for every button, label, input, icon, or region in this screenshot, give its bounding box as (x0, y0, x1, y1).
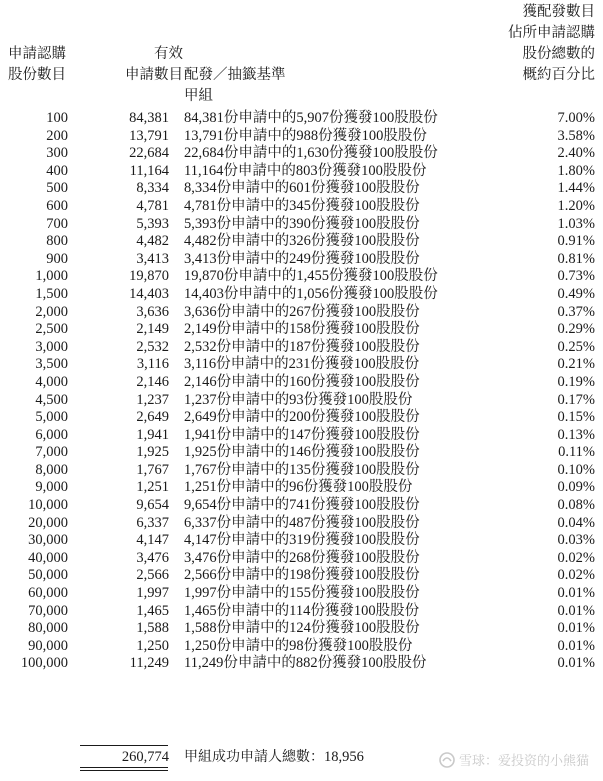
cell-shares-applied: 20,000 (28, 514, 68, 531)
cell-valid-applications: 1,251 (136, 479, 169, 496)
cell-allocation-basis: 19,870份申請中的1,455份獲發100股股份 (184, 268, 438, 285)
cell-approx-percentage: 0.91% (557, 233, 595, 250)
cell-valid-applications: 2,149 (136, 321, 169, 338)
cell-approx-percentage: 0.37% (557, 303, 595, 320)
table-row (0, 392, 603, 410)
table-row (0, 216, 603, 234)
table-row (0, 128, 603, 146)
total-rule-top (80, 745, 168, 746)
cell-shares-applied: 9,000 (35, 479, 68, 496)
cell-shares-applied: 90,000 (28, 637, 68, 654)
cell-approx-percentage: 0.04% (557, 514, 595, 531)
cell-approx-percentage: 0.19% (557, 373, 595, 390)
cell-allocation-basis: 13,791份申請中的988份獲發100股股份 (184, 127, 427, 144)
table-row (0, 356, 603, 374)
cell-shares-applied: 2,500 (35, 321, 68, 338)
watermark (439, 750, 589, 769)
cell-valid-applications: 2,649 (136, 409, 169, 426)
cell-valid-applications: 5,393 (136, 215, 169, 232)
cell-valid-applications: 11,164 (129, 162, 169, 179)
header-shares-applied (8, 44, 66, 86)
header-line: 股份數目 (8, 67, 66, 83)
table-row (0, 198, 603, 216)
cell-allocation-basis: 1,588份申請中的124份獲發100股股份 (184, 620, 420, 637)
cell-allocation-basis: 11,249份申請中的882份獲發100股股份 (184, 655, 427, 672)
cell-allocation-basis: 2,146份申請中的160份獲發100股股份 (184, 373, 420, 390)
cell-allocation-basis: 6,337份申請中的487份獲發100股股份 (184, 514, 420, 531)
cell-approx-percentage: 0.01% (557, 620, 595, 637)
cell-valid-applications: 1,767 (136, 461, 169, 478)
header-line: 獲配發數目 (522, 4, 595, 20)
cell-shares-applied: 40,000 (28, 549, 68, 566)
cell-shares-applied: 3,000 (35, 338, 68, 355)
cell-approx-percentage: 0.09% (557, 479, 595, 496)
cell-approx-percentage: 1.44% (557, 180, 595, 197)
total-applications: 260,774 (121, 749, 169, 765)
cell-allocation-basis: 4,147份申請中的319份獲發100股股份 (184, 532, 420, 549)
allocation-table (0, 110, 603, 673)
cell-shares-applied: 100 (46, 110, 68, 126)
header-valid-applications (125, 44, 183, 86)
cell-valid-applications: 4,147 (136, 532, 169, 549)
cell-allocation-basis: 1,237份申請中的93份獲發100股股份 (184, 391, 413, 408)
cell-approx-percentage: 1.80% (557, 162, 595, 179)
cell-valid-applications: 3,116 (136, 356, 169, 373)
table-row (0, 180, 603, 198)
cell-shares-applied: 50,000 (28, 567, 68, 584)
cell-shares-applied: 6,000 (35, 426, 68, 443)
cell-allocation-basis: 11,164份申請中的803份獲發100股股份 (184, 162, 427, 179)
cell-allocation-basis: 22,684份申請中的1,630份獲發100股股份 (184, 145, 438, 162)
table-row (0, 462, 603, 480)
cell-valid-applications: 1,588 (136, 620, 169, 637)
header-allocation-basis (184, 65, 286, 86)
table-row (0, 532, 603, 550)
cell-valid-applications: 2,532 (136, 338, 169, 355)
table-row (0, 585, 603, 603)
table-row (0, 409, 603, 427)
table-row (0, 321, 603, 339)
cell-shares-applied: 600 (46, 197, 68, 214)
cell-approx-percentage: 1.03% (557, 215, 595, 232)
successful-applicants-summary (184, 749, 364, 766)
cell-allocation-basis: 3,413份申請中的249份獲發100股股份 (184, 250, 420, 267)
cell-valid-applications: 4,781 (136, 197, 169, 214)
cell-shares-applied: 900 (46, 250, 68, 267)
cell-shares-applied: 1,000 (35, 268, 68, 285)
cell-approx-percentage: 0.01% (557, 585, 595, 602)
table-row (0, 567, 603, 585)
cell-approx-percentage: 0.73% (557, 268, 595, 285)
cell-allocation-basis: 1,465份申請中的114份獲發100股股份 (184, 602, 420, 619)
cell-shares-applied: 1,500 (35, 285, 68, 302)
summary-value: 18,956 (324, 749, 364, 765)
cell-valid-applications: 9,654 (136, 497, 169, 514)
cell-shares-applied: 4,500 (35, 391, 68, 408)
table-row (0, 374, 603, 392)
cell-shares-applied: 500 (46, 180, 68, 197)
cell-shares-applied: 60,000 (28, 585, 68, 602)
cell-approx-percentage: 0.10% (557, 461, 595, 478)
cell-allocation-basis: 9,654份申請中的741份獲發100股股份 (184, 497, 420, 514)
cell-approx-percentage: 0.03% (557, 532, 595, 549)
cell-shares-applied: 100,000 (20, 655, 68, 672)
table-row (0, 638, 603, 656)
cell-approx-percentage: 0.25% (557, 338, 595, 355)
cell-allocation-basis: 14,403份申請中的1,056份獲發100股股份 (184, 285, 438, 302)
cell-valid-applications: 6,337 (136, 514, 169, 531)
cell-shares-applied: 2,000 (35, 303, 68, 320)
table-row (0, 620, 603, 638)
cell-valid-applications: 2,146 (136, 373, 169, 390)
table-row (0, 145, 603, 163)
cell-allocation-basis: 4,781份申請中的345份獲發100股股份 (184, 197, 420, 214)
table-row (0, 304, 603, 322)
cell-valid-applications: 3,636 (136, 303, 169, 320)
cell-valid-applications: 1,941 (136, 426, 169, 443)
cell-allocation-basis: 84,381份申請中的5,907份獲發100股股份 (184, 110, 438, 126)
cell-valid-applications: 14,403 (129, 285, 169, 302)
header-line: 申請數目 (125, 67, 183, 83)
cell-allocation-basis: 4,482份申請中的326份獲發100股股份 (184, 233, 420, 250)
table-row (0, 515, 603, 533)
cell-approx-percentage: 1.20% (557, 197, 595, 214)
cell-shares-applied: 5,000 (35, 409, 68, 426)
cell-allocation-basis: 3,116份申請中的231份獲發100股股份 (184, 356, 420, 373)
cell-shares-applied: 300 (46, 145, 68, 162)
cell-allocation-basis: 1,250份申請中的98份獲發100股股份 (184, 637, 413, 654)
header-approx-percentage (508, 2, 595, 86)
cell-shares-applied: 200 (46, 127, 68, 144)
table-row (0, 233, 603, 251)
cell-shares-applied: 80,000 (28, 620, 68, 637)
table-row (0, 427, 603, 445)
cell-allocation-basis: 3,636份申請中的267份獲發100股股份 (184, 303, 420, 320)
cell-shares-applied: 30,000 (28, 532, 68, 549)
table-row (0, 286, 603, 304)
cell-allocation-basis: 5,393份申請中的390份獲發100股股份 (184, 215, 420, 232)
cell-shares-applied: 400 (46, 162, 68, 179)
table-row (0, 268, 603, 286)
header-line: 有效 (154, 46, 183, 62)
table-row (0, 655, 603, 673)
table-row (0, 339, 603, 357)
group-label: 甲組 (184, 88, 213, 104)
table-row (0, 497, 603, 515)
cell-valid-applications: 1,925 (136, 444, 169, 461)
table-row (0, 550, 603, 568)
snowball-logo-icon (439, 752, 455, 768)
cell-allocation-basis: 1,997份申請中的155份獲發100股股份 (184, 585, 420, 602)
cell-approx-percentage: 0.17% (557, 391, 595, 408)
cell-approx-percentage: 0.01% (557, 637, 595, 654)
total-rule-double-2 (80, 770, 168, 771)
cell-valid-applications: 3,476 (136, 549, 169, 566)
total-rule-double-1 (80, 767, 168, 768)
cell-shares-applied: 70,000 (28, 602, 68, 619)
cell-allocation-basis: 2,649份申請中的200份獲發100股股份 (184, 409, 420, 426)
cell-approx-percentage: 0.02% (557, 549, 595, 566)
header-line: 概約百分比 (522, 67, 595, 83)
cell-valid-applications: 84,381 (129, 110, 169, 126)
cell-approx-percentage: 0.81% (557, 250, 595, 267)
cell-approx-percentage: 0.02% (557, 567, 595, 584)
cell-valid-applications: 11,249 (129, 655, 169, 672)
cell-shares-applied: 3,500 (35, 356, 68, 373)
cell-valid-applications: 22,684 (129, 145, 169, 162)
cell-allocation-basis: 1,925份申請中的146份獲發100股股份 (184, 444, 420, 461)
cell-approx-percentage: 0.21% (557, 356, 595, 373)
cell-allocation-basis: 2,149份申請中的158份獲發100股股份 (184, 321, 420, 338)
watermark-text: 雪球：爱投资的小熊猫 (458, 754, 589, 769)
cell-approx-percentage: 0.15% (557, 409, 595, 426)
cell-allocation-basis: 3,476份申請中的268份獲發100股股份 (184, 549, 420, 566)
header-line: 申請認購 (8, 46, 66, 62)
header-line: 佔所申請認購 (508, 25, 595, 41)
cell-approx-percentage: 0.49% (557, 285, 595, 302)
cell-shares-applied: 4,000 (35, 373, 68, 390)
table-row (0, 163, 603, 181)
cell-valid-applications: 2,566 (136, 567, 169, 584)
cell-valid-applications: 3,413 (136, 250, 169, 267)
cell-valid-applications: 8,334 (136, 180, 169, 197)
cell-shares-applied: 10,000 (28, 497, 68, 514)
cell-approx-percentage: 2.40% (557, 145, 595, 162)
cell-valid-applications: 1,465 (136, 602, 169, 619)
cell-valid-applications: 1,237 (136, 391, 169, 408)
cell-shares-applied: 7,000 (35, 444, 68, 461)
cell-approx-percentage: 0.11% (558, 444, 595, 461)
table-row (0, 479, 603, 497)
cell-shares-applied: 700 (46, 215, 68, 232)
cell-valid-applications: 1,250 (136, 637, 169, 654)
cell-approx-percentage: 7.00% (557, 110, 595, 126)
cell-shares-applied: 8,000 (35, 461, 68, 478)
cell-approx-percentage: 0.01% (557, 655, 595, 672)
cell-valid-applications: 4,482 (136, 233, 169, 250)
cell-shares-applied: 800 (46, 233, 68, 250)
table-row (0, 603, 603, 621)
cell-valid-applications: 1,997 (136, 585, 169, 602)
table-row (0, 444, 603, 462)
cell-approx-percentage: 3.58% (557, 127, 595, 144)
header-line: 配發／抽籤基準 (184, 67, 286, 83)
cell-allocation-basis: 2,532份申請中的187份獲發100股股份 (184, 338, 420, 355)
cell-allocation-basis: 1,767份申請中的135份獲發100股股份 (184, 461, 420, 478)
summary-label: 甲組成功申請人總數： (184, 749, 324, 765)
cell-allocation-basis: 8,334份申請中的601份獲發100股股份 (184, 180, 420, 197)
table-row (0, 110, 603, 128)
cell-approx-percentage: 0.29% (557, 321, 595, 338)
cell-approx-percentage: 0.08% (557, 497, 595, 514)
cell-approx-percentage: 0.13% (557, 426, 595, 443)
cell-allocation-basis: 1,251份申請中的96份獲發100股股份 (184, 479, 413, 496)
cell-valid-applications: 19,870 (129, 268, 169, 285)
header-line: 股份總數的 (522, 46, 595, 62)
cell-valid-applications: 13,791 (129, 127, 169, 144)
cell-approx-percentage: 0.01% (557, 602, 595, 619)
cell-allocation-basis: 1,941份申請中的147份獲發100股股份 (184, 426, 420, 443)
cell-allocation-basis: 2,566份申請中的198份獲發100股股份 (184, 567, 420, 584)
table-row (0, 251, 603, 269)
